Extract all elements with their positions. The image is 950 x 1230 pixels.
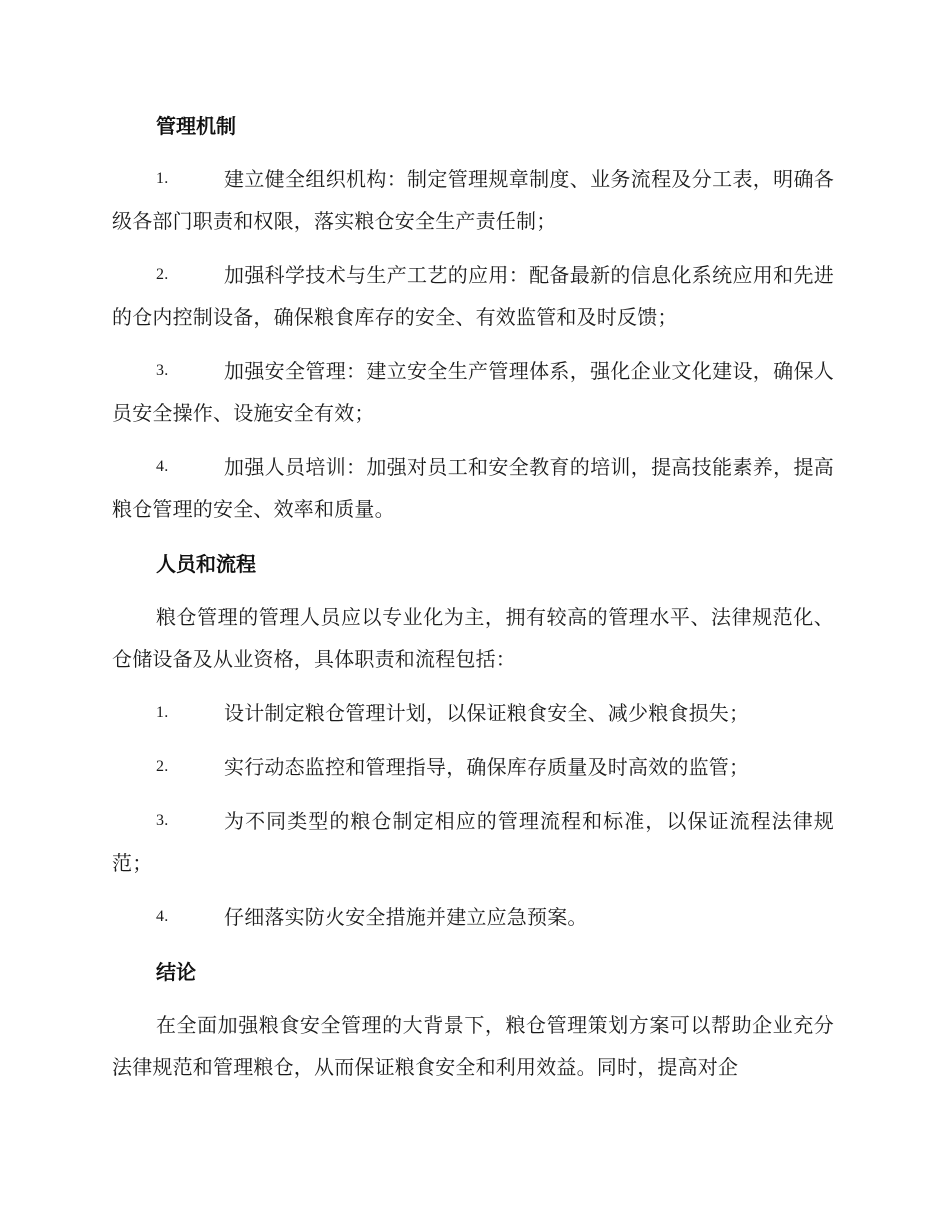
list-item-text: 加强科学技术与生产工艺的应用：配备最新的信息化系统应用和先进的仓内控制设备，确保粮食库存的安全、有效监管和及时反馈； — [112, 263, 834, 329]
list-number: 2. — [156, 266, 169, 283]
list-number: 2. — [156, 758, 169, 775]
list-number: 4. — [156, 908, 169, 925]
list-item-text: 为不同类型的粮仓制定相应的管理流程和标准，以保证流程法律规范； — [112, 809, 834, 875]
list-number: 3. — [156, 812, 169, 829]
list-number: 1. — [156, 170, 169, 187]
list-item-text: 实行动态监控和管理指导，确保库存质量及时高效的监管； — [224, 755, 750, 779]
list-number: 4. — [156, 458, 169, 475]
conclusion-paragraph: 在全面加强粮食安全管理的大背景下，粮仓管理策划方案可以帮助企业充分法律规范和管理粮仓，从而保证粮食安全和利用效益。同时，提高对企 — [112, 1013, 834, 1079]
list-item — [112, 692, 834, 734]
section-heading: 结论 — [156, 960, 196, 984]
list-item — [112, 446, 834, 530]
list-item — [112, 254, 834, 338]
list-item-text: 加强人员培训：加强对员工和安全教育的培训，提高技能素养，提高粮仓管理的安全、效率和质量。 — [112, 455, 834, 521]
list-number: 1. — [156, 704, 169, 721]
section-conclusion — [112, 950, 834, 1088]
section-heading: 人员和流程 — [156, 552, 256, 576]
list-item — [112, 350, 834, 434]
list-number: 3. — [156, 362, 169, 379]
list-item — [112, 896, 834, 938]
list-item-text: 仔细落实防火安全措施并建立应急预案。 — [224, 905, 588, 929]
list-item-text: 设计制定粮仓管理计划，以保证粮食安全、减少粮食损失； — [224, 701, 750, 725]
section-management-mechanism — [112, 104, 834, 530]
list-item-text: 加强安全管理：建立安全生产管理体系，强化企业文化建设，确保人员安全操作、设施安全有效； — [112, 359, 834, 425]
list-item — [112, 158, 834, 242]
list-item-text: 建立健全组织机构：制定管理规章制度、业务流程及分工表，明确各级各部门职责和权限，落实粮仓安全生产责任制； — [112, 167, 834, 233]
list-item — [112, 746, 834, 788]
document-page — [112, 104, 834, 1100]
section-heading: 管理机制 — [156, 114, 236, 138]
section-personnel-process — [112, 542, 834, 938]
list-item — [112, 800, 834, 884]
section-intro-paragraph: 粮仓管理的管理人员应以专业化为主，拥有较高的管理水平、法律规范化、仓储设备及从业资格，具体职责和流程包括： — [112, 605, 834, 671]
